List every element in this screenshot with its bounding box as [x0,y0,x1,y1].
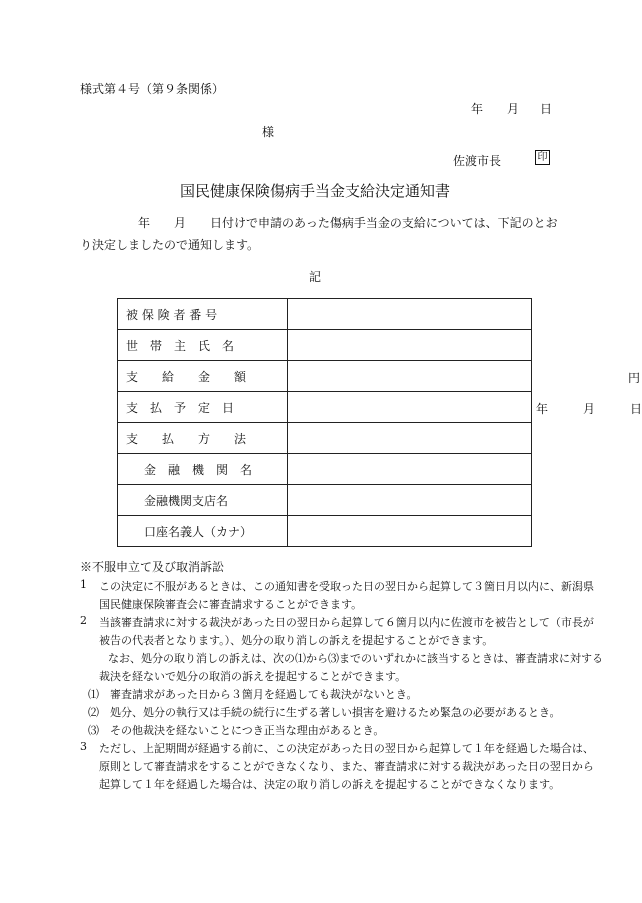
note-1-number: 1 [80,578,87,591]
note-2-line-4: 裁決を経ないで処分の取消の訴えを提起することができます。 [99,670,407,683]
addressee-suffix: 様 [262,125,275,139]
seal-stamp: 印 [535,150,550,165]
row-value-account-holder [288,516,532,547]
note-sub-3: ⑶ その他裁決を経ないことにつき正当な理由があるとき。 [88,724,385,737]
yen-unit: 円 [628,371,641,385]
row-value-bank-name [288,454,532,485]
row-label-bank-name: 金 融 機 関 名 [118,454,288,485]
row-value-branch-name [288,485,532,516]
table-row [118,330,532,361]
row-label-payment-date: 支 払 予 定 日 [118,392,288,423]
payment-month-unit: 月 [583,402,596,416]
table-row [118,423,532,454]
body-text-line-2: り決定しましたので通知します。 [80,238,260,252]
table-row [118,299,532,330]
table-row [118,454,532,485]
note-3-number: 3 [80,740,87,753]
note-sub-1: ⑴ 審査請求があった日から３箇月を経過しても裁決がないとき。 [88,688,418,701]
table-row [118,361,532,392]
note-3-line-1: ただし、上記期間が経過する前に、この決定があった日の翌日から起算して１年を経過した場合は、 [99,742,594,755]
ki-heading: 記 [308,270,321,284]
row-label-account-holder: 口座名義人（カナ） [118,516,288,547]
note-1-line-1: この決定に不服があるときは、この通知書を受取った日の翌日から起算して３箇日月以内に、新潟県 [99,580,594,593]
row-value-payment-amount [288,361,641,392]
note-3-line-3: 起算して１年を経過した場合は、決定の取り消しの訴えを提起することができなくなります。 [99,778,561,791]
row-value-householder-name [288,330,532,361]
row-value-insured-number [288,299,532,330]
issuer-name: 佐渡市長 [453,154,502,168]
date-day-label: 日 [540,102,553,116]
note-2-line-1: 当該審査請求に対する裁決があった日の翌日から起算して６箇月以内に佐渡市を被告として（市長が [99,616,594,629]
info-table [117,298,642,547]
body-text-line-1: 年 月 日付けで申請のあった傷病手当金の支給については、下記のとお [138,216,558,230]
note-sub-2: ⑵ 処分、処分の執行又は手続の続行に生ずる著しい損害を避けるため緊急の必要があるとき。 [88,706,561,719]
table-row [118,392,532,423]
note-1-line-2: 国民健康保険審査会に審査請求することができます。 [99,598,363,611]
form-number: 様式第４号（第９条関係） [80,82,225,96]
row-label-branch-name: 金融機関支店名 [118,485,288,516]
note-2-line-2: 被告の代表者となります。）、処分の取り消しの訴えを提起することができます。 [99,634,494,647]
payment-day-unit: 日 [630,402,642,416]
payment-year-unit: 年 [536,402,549,416]
note-3-line-2: 原則として審査請求をすることができなくなり、また、審査請求に対する裁決があった日の翌日から [99,760,594,773]
document-title: 国民健康保険傷病手当金支給決定通知書 [179,182,450,200]
date-month-label: 月 [507,102,520,116]
table-row [118,516,532,547]
row-label-householder-name: 世 帯 主 氏 名 [118,330,288,361]
row-value-payment-date [288,392,642,423]
row-value-payment-method [288,423,532,454]
note-2-number: 2 [80,614,87,627]
note-2-line-3: なお、処分の取り消しの訴えは、次の⑴から⑶までのいずれかに該当するときは、審査請求に対する [108,652,603,665]
row-label-insured-number: 被 保 険 者 番 号 [118,299,288,330]
row-label-payment-method: 支 払 方 法 [118,423,288,454]
notes-heading: ※不服申立て及び取消訴訟 [80,560,225,574]
table-row [118,485,532,516]
date-year-label: 年 [471,102,484,116]
row-label-payment-amount: 支 給 金 額 [118,361,288,392]
